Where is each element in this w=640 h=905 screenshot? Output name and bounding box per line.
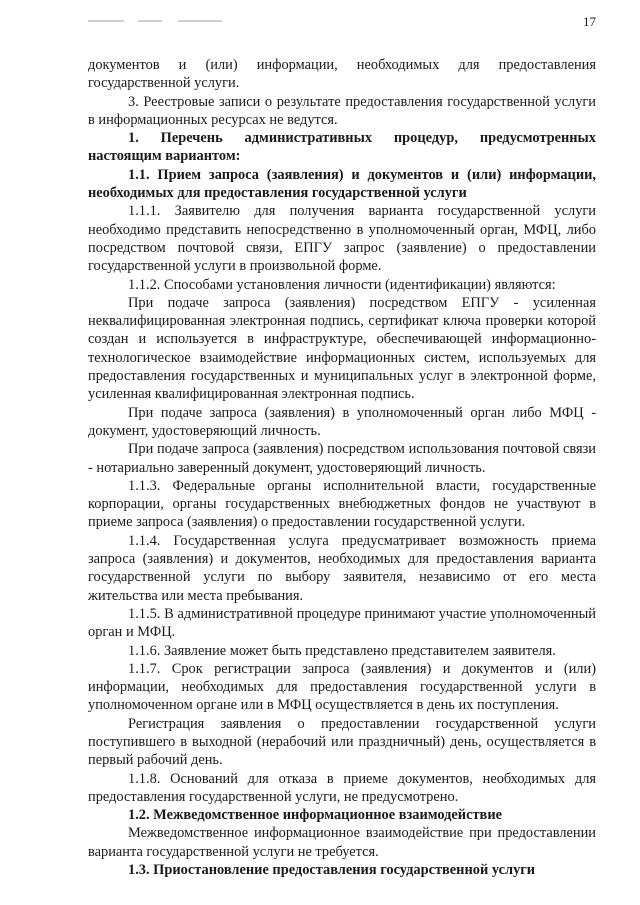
paragraph: 1.1.3. Федеральные органы исполнительной власти, государственные корпорации, органы государственных внебюджетных фондов не участвуют в приеме запроса (заявления) о предоставлении государственной услуги. bbox=[88, 477, 596, 531]
section-heading: 1. Перечень административных процедур, предусмотренных настоящим вариантом: bbox=[88, 130, 596, 165]
document-body bbox=[88, 56, 596, 879]
section-heading: 1.2. Межведомственное информационное взаимодействие bbox=[128, 807, 503, 824]
paragraph: При подаче запроса (заявления) посредством ЕПГУ - усиленная неквалифицированная электронная подпись, сертификат ключа проверки которой создан и используется в инфраструктуре, обеспечивающей информационно-технологическое взаимодействие информационных систем, используемых для предоставления государственных и муниципальных услуг в электронной форме, усиленная квалифицированная электронная подпись. bbox=[88, 294, 596, 403]
page-number: 17 bbox=[583, 14, 596, 29]
section-heading: 1.1. Прием запроса (заявления) и документов и (или) информации, необходимых для предоставления государственной услуги bbox=[88, 166, 596, 202]
paragraph: Регистрация заявления о предоставлении государственной услуги поступившего в выходной (нерабочий или праздничный) день, осуществляется в первый рабочий день. bbox=[88, 715, 596, 769]
paragraph: документов и (или) информации, необходимых для предоставления государственной услуги. bbox=[88, 57, 596, 92]
scan-artifact-mark bbox=[178, 20, 222, 22]
paragraph: 1.1.5. В административной процедуре принимают участие уполномоченный орган и МФЦ. bbox=[88, 605, 596, 641]
paragraph: 1.1.7. Срок регистрации запроса (заявления) и документов и (или) информации, необходимых для предоставления государственной услуги в уполномоченном органе или в МФЦ осуществляется в день их поступления. bbox=[88, 660, 596, 714]
paragraph: Межведомственное информационное взаимодействие при предоставлении варианта государственной услуги не требуется. bbox=[88, 825, 596, 860]
scan-artifact-mark bbox=[88, 20, 124, 22]
paragraph: 1.1.8. Оснований для отказа в приеме документов, необходимых для предоставления государственной услуги, не предусмотрено. bbox=[88, 770, 596, 805]
scan-artifact-mark bbox=[138, 20, 162, 22]
paragraph: 1.1.4. Государственная услуга предусматривает возможность приема запроса (заявления) и документов, необходимых для предоставления варианта государственной услуги по выбору заявителя, независимо от его места жительства или места пребывания. bbox=[88, 532, 596, 604]
paragraph: 3. Реестровые записи о результате предоставления государственной услуги в информационных ресурсах не ведутся. bbox=[88, 93, 596, 128]
paragraph: 1.1.2. Способами установления личности (идентификации) являются: bbox=[128, 276, 556, 293]
paragraph: 1.1.1. Заявителю для получения варианта государственной услуги необходимо представить непосредственно в уполномоченный орган, МФЦ, либо посредством почтовой связи, ЕПГУ запрос (заявление) о предоставлении государственной услуги в произвольной форме. bbox=[88, 203, 596, 275]
paragraph: При подаче запроса (заявления) посредством использования почтовой связи - нотариально заверенный документ, удостоверяющий личность. bbox=[88, 441, 596, 476]
paragraph: При подаче запроса (заявления) в уполномоченный орган либо МФЦ - документ, удостоверяющий личность. bbox=[88, 404, 596, 439]
paragraph: 1.1.6. Заявление может быть представлено представителем заявителя. bbox=[128, 642, 556, 659]
section-heading: 1.3. Приостановление предоставления государственной услуги bbox=[128, 862, 536, 879]
